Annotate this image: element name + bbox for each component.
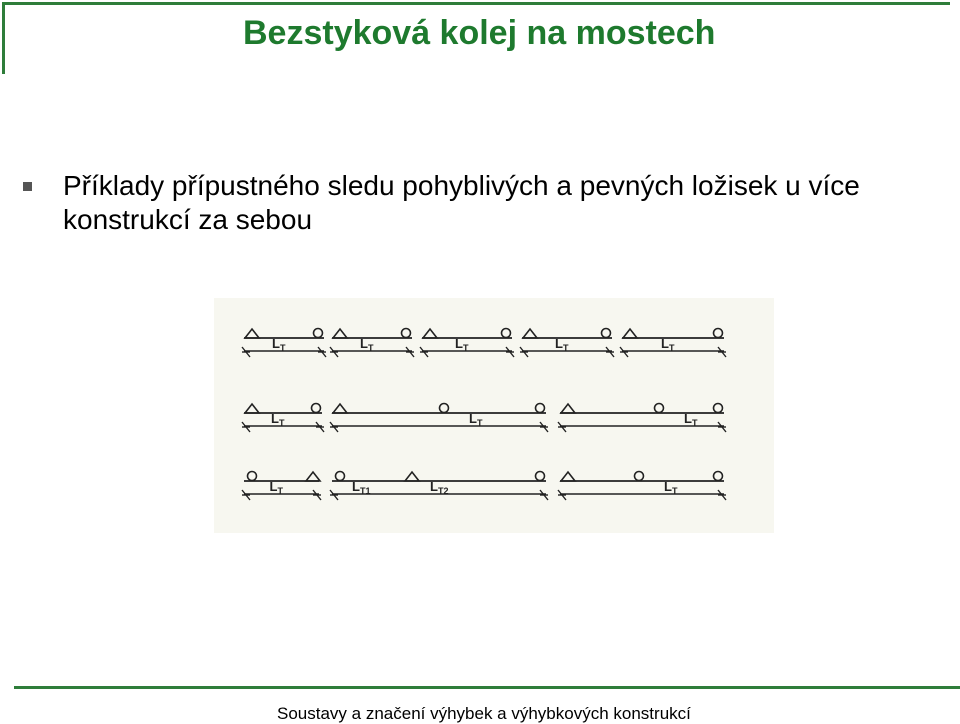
roller-bearing-icon bbox=[314, 329, 323, 338]
fixed-bearing-icon bbox=[405, 472, 419, 481]
fixed-bearing-icon bbox=[306, 472, 320, 481]
fixed-bearing-icon bbox=[561, 404, 575, 413]
roller-bearing-icon bbox=[536, 404, 545, 413]
left-frame-line bbox=[2, 2, 5, 74]
fixed-bearing-icon bbox=[523, 329, 537, 338]
roller-bearing-icon bbox=[248, 472, 257, 481]
roller-bearing-icon bbox=[635, 472, 644, 481]
roller-bearing-icon bbox=[440, 404, 449, 413]
bearing-diagram bbox=[214, 298, 774, 533]
footer-text: Soustavy a značení výhybek a výhybkových konstrukcí bbox=[277, 704, 691, 723]
span-length-label: $L_T$ bbox=[272, 336, 286, 353]
span-length-label: $L_T$ bbox=[360, 336, 374, 353]
span-length-label: $L_{T1}$ bbox=[352, 479, 371, 496]
bullet-text: Příklady přípustného sledu pohyblivých a pevných ložisek u více konstrukcí za sebou bbox=[63, 170, 860, 235]
slide-title: Bezstyková kolej na mostech bbox=[243, 14, 716, 52]
span-length-label: $L_T$ bbox=[455, 336, 469, 353]
footer-rule bbox=[14, 686, 960, 689]
roller-bearing-icon bbox=[336, 472, 345, 481]
roller-bearing-icon bbox=[714, 404, 723, 413]
roller-bearing-icon bbox=[714, 472, 723, 481]
fixed-bearing-icon bbox=[623, 329, 637, 338]
span-length-label: $L_T$ bbox=[271, 411, 285, 428]
fixed-bearing-icon bbox=[423, 329, 437, 338]
span-length-label: $L_T$ bbox=[684, 411, 698, 428]
fixed-bearing-icon bbox=[245, 404, 259, 413]
span-length-label: $L_T$ bbox=[664, 479, 678, 496]
bearing-sequence-figure bbox=[214, 298, 774, 533]
fixed-bearing-icon bbox=[333, 329, 347, 338]
fixed-bearing-icon bbox=[245, 329, 259, 338]
span-length-label: $L_T$ bbox=[269, 479, 283, 496]
span-length-label: $L_T$ bbox=[661, 336, 675, 353]
roller-bearing-icon bbox=[402, 329, 411, 338]
roller-bearing-icon bbox=[502, 329, 511, 338]
roller-bearing-icon bbox=[714, 329, 723, 338]
span-length-label: $L_{T2}$ bbox=[430, 479, 449, 496]
fixed-bearing-icon bbox=[561, 472, 575, 481]
roller-bearing-icon bbox=[536, 472, 545, 481]
span-length-label: $L_T$ bbox=[555, 336, 569, 353]
roller-bearing-icon bbox=[655, 404, 664, 413]
roller-bearing-icon bbox=[312, 404, 321, 413]
bullet-square-icon bbox=[23, 182, 32, 191]
roller-bearing-icon bbox=[602, 329, 611, 338]
fixed-bearing-icon bbox=[333, 404, 347, 413]
span-length-label: $L_T$ bbox=[469, 411, 483, 428]
top-frame-line bbox=[2, 2, 950, 5]
